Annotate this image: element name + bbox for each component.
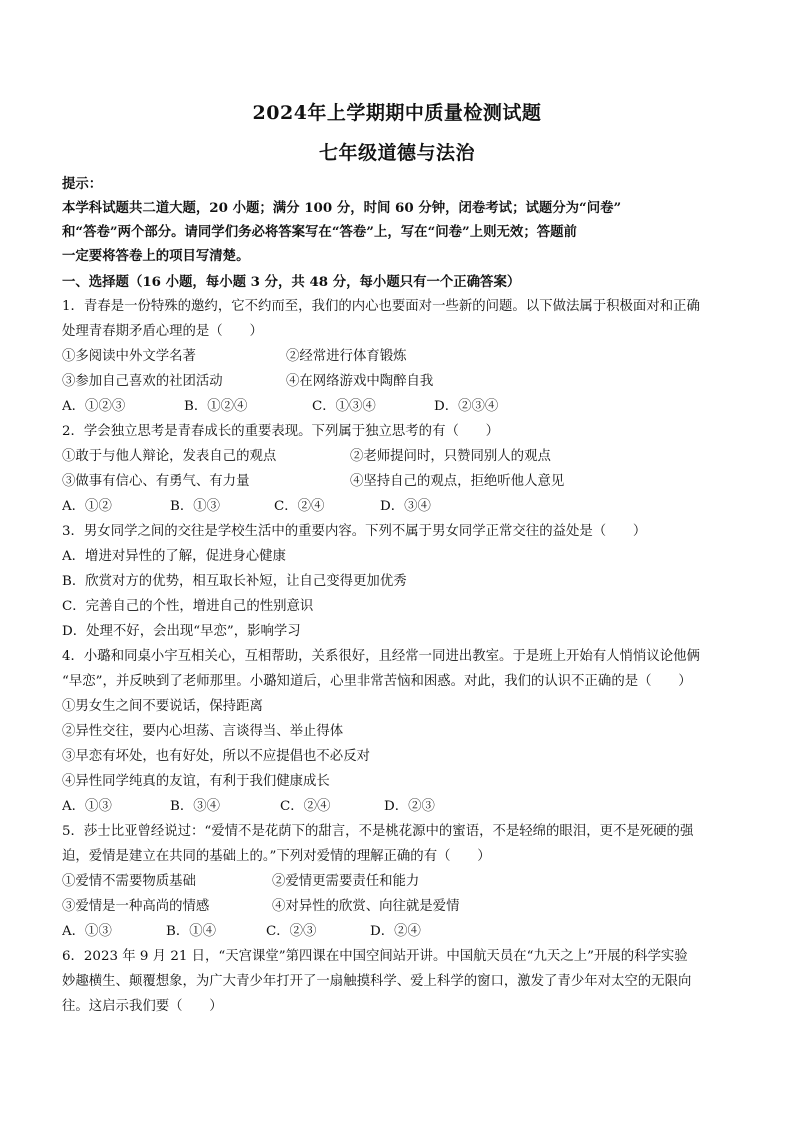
option: ④对异性的欣赏、向往就是爱情 [272,899,460,914]
choice: C．②③ [266,924,317,939]
choice: D．②③ [384,799,435,814]
choice: D．处理不好，会出现“早恋”，影响学习 [62,624,301,639]
choice: B．①②④ [184,399,248,414]
choice: C．②④ [280,799,331,814]
question-stem: 3．男女同学之间的交往是学校生活中的重要内容。下列不属于男女同学正常交往的益处是（ ） [62,524,647,539]
choice: D．②③④ [434,399,499,414]
question-stem: 4．小璐和同桌小宇互相关心，互相帮助，关系很好，且经常一同进出教室。于是班上开始有人悄悄议论他俩 [62,649,700,664]
choice: B．①③ [170,499,221,514]
option: ②经常进行体育锻炼 [286,349,407,364]
choice: B．欣赏对方的优势，相互取长补短，让自己变得更加优秀 [62,574,407,589]
choice: C．②④ [274,499,325,514]
question-stem: 5．莎士比亚曾经说过：“爱情不是花荫下的甜言，不是桃花源中的蜜语，不是轻绵的眼泪，更不是死硬的强 [62,824,694,839]
option-row [62,897,736,917]
choice-row [62,397,736,417]
option: ③早恋有坏处，也有好处，所以不应提倡也不必反对 [62,749,370,764]
notice-line: 和“答卷”两个部分。请同学们务必将答案写在“答卷”上，写在“问卷”上则无效；答题前 [62,224,577,240]
question-stem: 往。这启示我们要（ ） [62,999,223,1014]
question-stem: “早恋”，并反映到了老师那里。小璐知道后，心里非常苦恼和困惑。对此，我们的认识不正确的是（ ） [62,674,692,689]
question-stem: 2．学会独立思考是青春成长的重要表现。下列属于独立思考的有（ ） [62,424,500,439]
option-row [62,872,736,892]
choice: C．完善自己的个性，增进自己的性别意识 [62,599,314,614]
option-row [62,372,736,392]
choice: A．①③ [62,924,112,939]
option: ②异性交往，要内心坦荡、言谈得当、举止得体 [62,724,344,739]
option: ①敢于与他人辩论，发表自己的观点 [62,449,277,464]
option: ④在网络游戏中陶醉自我 [286,374,434,389]
choice: C．①③④ [312,399,376,414]
option: ②爱情更需要责任和能力 [272,874,420,889]
option-row [62,472,736,492]
choice-row [62,797,736,817]
question-stem: 6．2023 年 9 月 21 日，“天宫课堂”第四课在中国空间站开讲。中国航天员在“九天之上”开展的科学实验 [62,949,688,964]
section-heading: 一、选择题（16 小题，每小题 3 分，共 48 分，每小题只有一个正确答案） [62,274,521,290]
option: ③爱情是一种高尚的情感 [62,899,210,914]
choice-row [62,497,736,517]
choice: A．①②③ [62,399,126,414]
notice-line: 一定要将答卷上的项目写清楚。 [62,248,250,264]
option: ③参加自己喜欢的社团活动 [62,374,223,389]
option: ③做事有信心、有勇气、有力量 [62,474,250,489]
notice-label: 提示： [62,176,103,192]
question-stem: 处理青春期矛盾心理的是（ ） [62,324,263,339]
choice: D．③④ [380,499,431,514]
choice: D．②④ [370,924,421,939]
choice: A．①③ [62,799,112,814]
choice: A．①② [62,499,112,514]
option: ①男女生之间不要说话，保持距离 [62,699,263,714]
question-stem: 妙趣横生、颠覆想象，为广大青少年打开了一扇触摸科学、爱上科学的窗口，激发了青少年对太空的无限向 [62,974,692,989]
notice-line: 本学科试题共二道大题，20 小题；满分 100 分，时间 60 分钟，闭卷考试；试题分为“问卷” [62,200,622,216]
question-stem: 迫，爱情是建立在共同的基础上的。”下列对爱情的理解正确的有（ ） [62,849,491,864]
option-row [62,447,736,467]
choice: B．①④ [166,924,217,939]
option: ④异性同学纯真的友谊，有利于我们健康成长 [62,774,330,789]
choice: B．③④ [170,799,221,814]
option: ①爱情不需要物质基础 [62,874,196,889]
exam-title: 2024年上学期期中质量检测试题 [252,102,542,124]
choice: A．增进对异性的了解，促进身心健康 [62,549,286,564]
choice-row [62,922,736,942]
exam-subtitle: 七年级道德与法治 [318,142,475,164]
option: ②老师提问时，只赞同别人的观点 [350,449,551,464]
question-stem: 1．青春是一份特殊的邀约，它不约而至，我们的内心也要面对一些新的问题。以下做法属于积极面对和正确 [62,299,700,314]
option: ①多阅读中外文学名著 [62,349,196,364]
option-row [62,347,736,367]
option: ④坚持自己的观点，拒绝听他人意见 [350,474,565,489]
